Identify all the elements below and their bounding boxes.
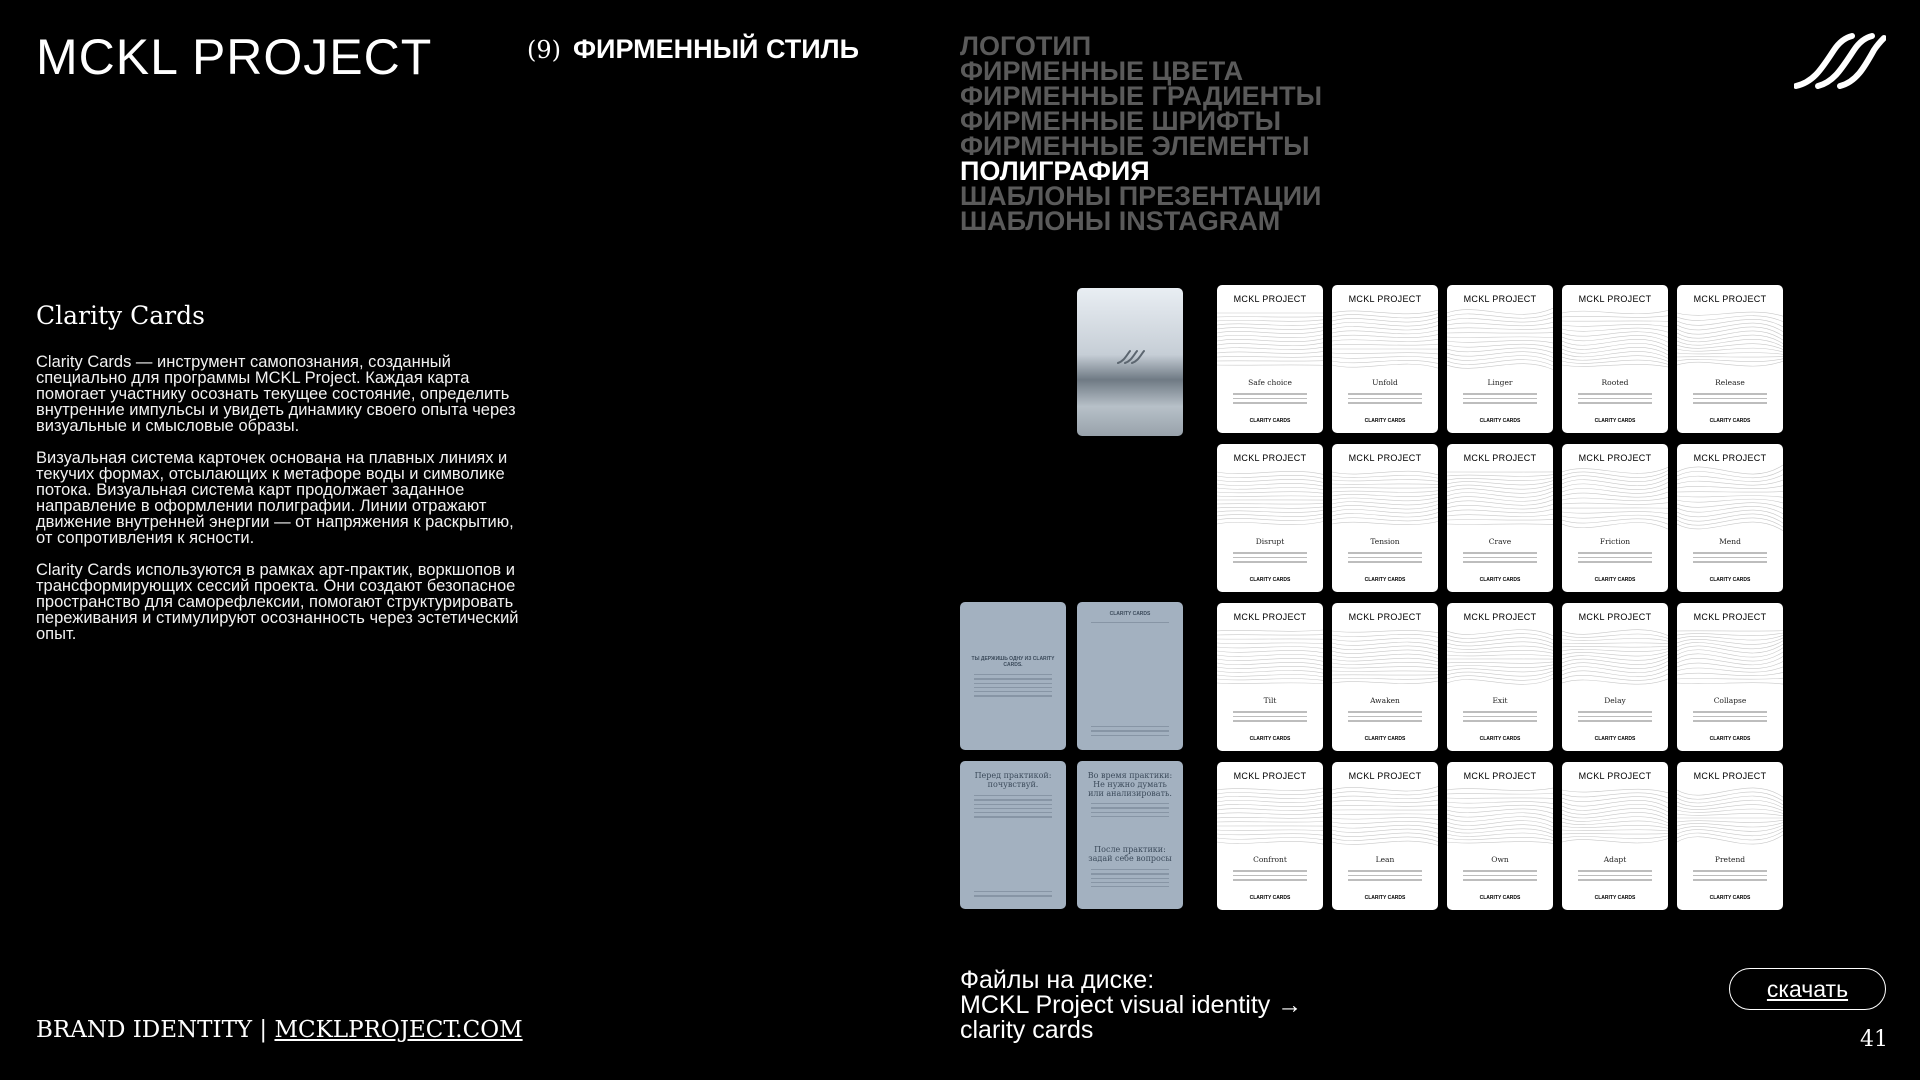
card-wave-lines	[1562, 782, 1668, 854]
card-wave-lines	[1677, 623, 1783, 695]
card-description-lines	[1693, 393, 1767, 407]
card-name: Rooted	[1601, 378, 1629, 387]
card-logo: MCKL PROJECT	[1233, 453, 1307, 463]
card-instruction-title: Во время практики: Не нужно думать или анализировать.	[1087, 771, 1173, 798]
card-description-lines	[1348, 393, 1422, 407]
brand-wave-icon	[1794, 32, 1886, 90]
download-button[interactable]: скачать	[1729, 968, 1886, 1010]
clarity-card	[1562, 762, 1668, 910]
card-name: Delay	[1604, 696, 1626, 705]
footer-website-link[interactable]: MCKLPROJECT.COM	[274, 1017, 523, 1043]
card-name: Disrupt	[1255, 537, 1285, 546]
clarity-card	[1332, 603, 1438, 751]
card-footer: CLARITY CARDS	[1479, 577, 1521, 583]
card-wave-lines	[1332, 623, 1438, 695]
card-wave-lines	[1447, 464, 1553, 536]
card-description-lines	[1463, 711, 1537, 725]
card-name: Own	[1491, 855, 1509, 864]
card-footer: CLARITY CARDS	[1364, 895, 1406, 901]
clarity-card	[1677, 285, 1783, 433]
clarity-card	[1217, 444, 1323, 592]
footer-brand	[36, 1017, 523, 1043]
text-lines	[974, 795, 1052, 821]
card-footer: CLARITY CARDS	[1249, 418, 1291, 424]
text-lines	[1091, 803, 1169, 820]
card-logo: MCKL PROJECT	[1693, 612, 1767, 622]
clarity-card	[1217, 603, 1323, 751]
card-instruction-subtitle: После практики: задай себе вопросы	[1088, 845, 1172, 863]
card-name: Lean	[1375, 855, 1395, 864]
card-footer: CLARITY CARDS	[1479, 736, 1521, 742]
text-lines	[974, 891, 1052, 900]
clarity-card	[1677, 762, 1783, 910]
card-name: Mend	[1719, 537, 1741, 546]
card-logo: MCKL PROJECT	[1463, 612, 1537, 622]
card-wave-lines	[1677, 305, 1783, 377]
card-logo: MCKL PROJECT	[1463, 771, 1537, 781]
card-name: Unfold	[1372, 378, 1398, 387]
clarity-card	[1447, 762, 1553, 910]
card-name: Friction	[1599, 537, 1631, 546]
card-logo: MCKL PROJECT	[1578, 771, 1652, 781]
clarity-card	[1447, 603, 1553, 751]
card-name: Awaken	[1370, 696, 1400, 705]
card-description-lines	[1463, 393, 1537, 407]
card-instruction-title: Перед практикой: почувствуй.	[974, 771, 1052, 789]
card-wave-lines	[1562, 464, 1668, 536]
card-description-lines	[1578, 711, 1652, 725]
card-description-lines	[1578, 552, 1652, 566]
clarity-card	[1562, 603, 1668, 751]
paragraph: Визуальная система карточек основана на плавных линиях и текучих формах, отсылающих к метафоре воды и символике потока. Визуальная система карт продолжает заданное направление в оформлении полиграфии. Линии отражают движение внутренней энергии — от напряжения к раскрытию, от сопротивления к ясности.	[36, 449, 514, 547]
section-heading	[527, 34, 859, 65]
toc-item-logo[interactable]: ЛОГОТИП	[960, 31, 1092, 61]
toc-item-instagram-templates[interactable]: ШАБЛОНЫ INSTAGRAM	[960, 206, 1281, 236]
card-name: Confront	[1253, 855, 1287, 864]
card-name: Crave	[1488, 537, 1512, 546]
card-footer: CLARITY CARDS	[1364, 736, 1406, 742]
toc-item-presentation-templates[interactable]: ШАБЛОНЫ ПРЕЗЕНТАЦИИ	[960, 181, 1322, 211]
card-wave-lines	[1217, 305, 1323, 377]
card-name: Linger	[1487, 378, 1513, 387]
card-footer: CLARITY CARDS	[1709, 418, 1751, 424]
toc-item-print[interactable]: ПОЛИГРАФИЯ	[960, 156, 1150, 186]
card-instruction-title: ТЫ ДЕРЖИШЬ ОДНУ ИЗ CLARITY CARDS.	[971, 656, 1055, 668]
card-description-lines	[1578, 870, 1652, 884]
card-footer: CLARITY CARDS	[1709, 577, 1751, 583]
card-logo: MCKL PROJECT	[1348, 771, 1422, 781]
card-footer: CLARITY CARDS	[1594, 736, 1636, 742]
card-logo: MCKL PROJECT	[1463, 294, 1537, 304]
card-logo: MCKL PROJECT	[1693, 771, 1767, 781]
card-wave-lines	[1447, 782, 1553, 854]
card-logo: MCKL PROJECT	[1463, 453, 1537, 463]
card-name: Adapt	[1603, 855, 1627, 864]
card-footer: CLARITY CARDS	[1249, 577, 1291, 583]
text-lines	[1091, 622, 1169, 626]
page-number: 41	[1860, 1027, 1888, 1052]
card-wave-lines	[1677, 464, 1783, 536]
files-label: Файлы на диске:	[960, 966, 1155, 994]
card-name: Safe choice	[1248, 378, 1292, 387]
card-description-lines	[1693, 711, 1767, 725]
card-instruction-4	[1077, 761, 1183, 909]
card-description-lines	[1233, 870, 1307, 884]
section-title: ФИРМЕННЫЙ СТИЛЬ	[573, 34, 860, 64]
clarity-card	[1447, 444, 1553, 592]
clarity-card	[1332, 444, 1438, 592]
card-wave-lines	[1332, 305, 1438, 377]
card-logo: MCKL PROJECT	[1233, 612, 1307, 622]
clarity-card	[1447, 285, 1553, 433]
card-logo: MCKL PROJECT	[1578, 294, 1652, 304]
card-footer: CLARITY CARDS	[1594, 577, 1636, 583]
card-wave-lines	[1562, 305, 1668, 377]
section-number: (9)	[527, 36, 561, 64]
content-description	[36, 354, 526, 658]
toc-item-gradients[interactable]: ФИРМЕННЫЕ ГРАДИЕНТЫ	[960, 81, 1323, 111]
card-description-lines	[1233, 552, 1307, 566]
clarity-card	[1677, 444, 1783, 592]
card-description-lines	[1578, 393, 1652, 407]
card-footer: CLARITY CARDS	[1479, 418, 1521, 424]
brand-wave-icon	[1117, 346, 1145, 364]
card-footer: CLARITY CARDS	[1249, 895, 1291, 901]
content-title: Clarity Cards	[36, 301, 205, 330]
footer-brand-text: BRAND IDENTITY |	[36, 1017, 268, 1043]
card-footer: CLARITY CARDS	[1364, 418, 1406, 424]
card-wave-lines	[1677, 782, 1783, 854]
card-instruction-1	[960, 602, 1066, 750]
card-logo: MCKL PROJECT	[1348, 612, 1422, 622]
card-footer: CLARITY CARDS	[1594, 418, 1636, 424]
paragraph: Clarity Cards используются в рамках арт-практик, воркшопов и трансформирующих сессий проекта. Они создают безопасное пространство для саморефлексии, помогают структурировать переживания и стимулируют осознанность через эстетический опыт.	[36, 561, 519, 643]
text-lines	[1091, 869, 1169, 890]
card-description-lines	[1348, 870, 1422, 884]
card-logo: MCKL PROJECT	[1578, 453, 1652, 463]
clarity-card	[1562, 285, 1668, 433]
clarity-card	[1332, 285, 1438, 433]
card-description-lines	[1348, 711, 1422, 725]
card-logo: MCKL PROJECT	[1578, 612, 1652, 622]
card-wave-lines	[1447, 623, 1553, 695]
card-logo: MCKL PROJECT	[1348, 294, 1422, 304]
brand-logo: MCKL PROJECT	[36, 29, 433, 85]
card-name: Pretend	[1714, 855, 1746, 864]
card-logo: MCKL PROJECT	[1693, 294, 1767, 304]
card-wave-lines	[1447, 305, 1553, 377]
card-footer: CLARITY CARDS	[1594, 895, 1636, 901]
card-cover-gradient	[1077, 288, 1183, 436]
text-lines	[974, 674, 1052, 700]
card-footer: CLARITY CARDS	[1709, 895, 1751, 901]
clarity-card	[1217, 762, 1323, 910]
card-description-lines	[1348, 552, 1422, 566]
card-name: Collapse	[1713, 696, 1747, 705]
card-description-lines	[1693, 870, 1767, 884]
card-footer: CLARITY CARDS	[1249, 736, 1291, 742]
text-lines	[1091, 726, 1169, 739]
toc-item-fonts[interactable]: ФИРМЕННЫЕ ШРИФТЫ	[960, 106, 1282, 136]
card-name: Release	[1715, 378, 1745, 387]
card-wave-lines	[1332, 782, 1438, 854]
card-wave-lines	[1217, 782, 1323, 854]
card-description-lines	[1233, 711, 1307, 725]
table-of-contents	[960, 31, 1323, 236]
card-footer: CLARITY CARDS	[1709, 736, 1751, 742]
card-description-lines	[1233, 393, 1307, 407]
card-name: Tension	[1370, 537, 1400, 546]
card-name: Tilt	[1263, 696, 1277, 705]
card-wave-lines	[1562, 623, 1668, 695]
card-footer: CLARITY CARDS	[1479, 895, 1521, 901]
files-folder[interactable]: clarity cards	[960, 1016, 1094, 1044]
card-description-lines	[1463, 870, 1537, 884]
clarity-card	[1217, 285, 1323, 433]
clarity-card	[1332, 762, 1438, 910]
card-description-lines	[1693, 552, 1767, 566]
paragraph: Clarity Cards — инструмент самопознания, созданный специально для программы MCKL Project. Каждая карта помогает участнику осознать текущее состояние, определить внутренние импульсы и увидеть динамику своего опыта через визуальные и смысловые образы.	[36, 353, 516, 435]
card-instruction-title: CLARITY CARDS	[1109, 611, 1151, 617]
card-description-lines	[1463, 552, 1537, 566]
card-logo: MCKL PROJECT	[1233, 294, 1307, 304]
toc-item-colors[interactable]: ФИРМЕННЫЕ ЦВЕТА	[960, 56, 1244, 86]
files-path[interactable]: MCKL Project visual identity →	[960, 991, 1303, 1019]
files-on-drive	[960, 968, 1302, 1043]
card-logo: MCKL PROJECT	[1693, 453, 1767, 463]
card-wave-lines	[1332, 464, 1438, 536]
card-logo: MCKL PROJECT	[1348, 453, 1422, 463]
card-wave-lines	[1217, 623, 1323, 695]
clarity-card	[1677, 603, 1783, 751]
card-wave-lines	[1217, 464, 1323, 536]
card-footer: CLARITY CARDS	[1364, 577, 1406, 583]
card-name: Exit	[1492, 696, 1508, 705]
clarity-card	[1562, 444, 1668, 592]
card-instruction-3	[960, 761, 1066, 909]
toc-item-elements[interactable]: ФИРМЕННЫЕ ЭЛЕМЕНТЫ	[960, 131, 1310, 161]
card-logo: MCKL PROJECT	[1233, 771, 1307, 781]
card-instruction-2	[1077, 602, 1183, 750]
